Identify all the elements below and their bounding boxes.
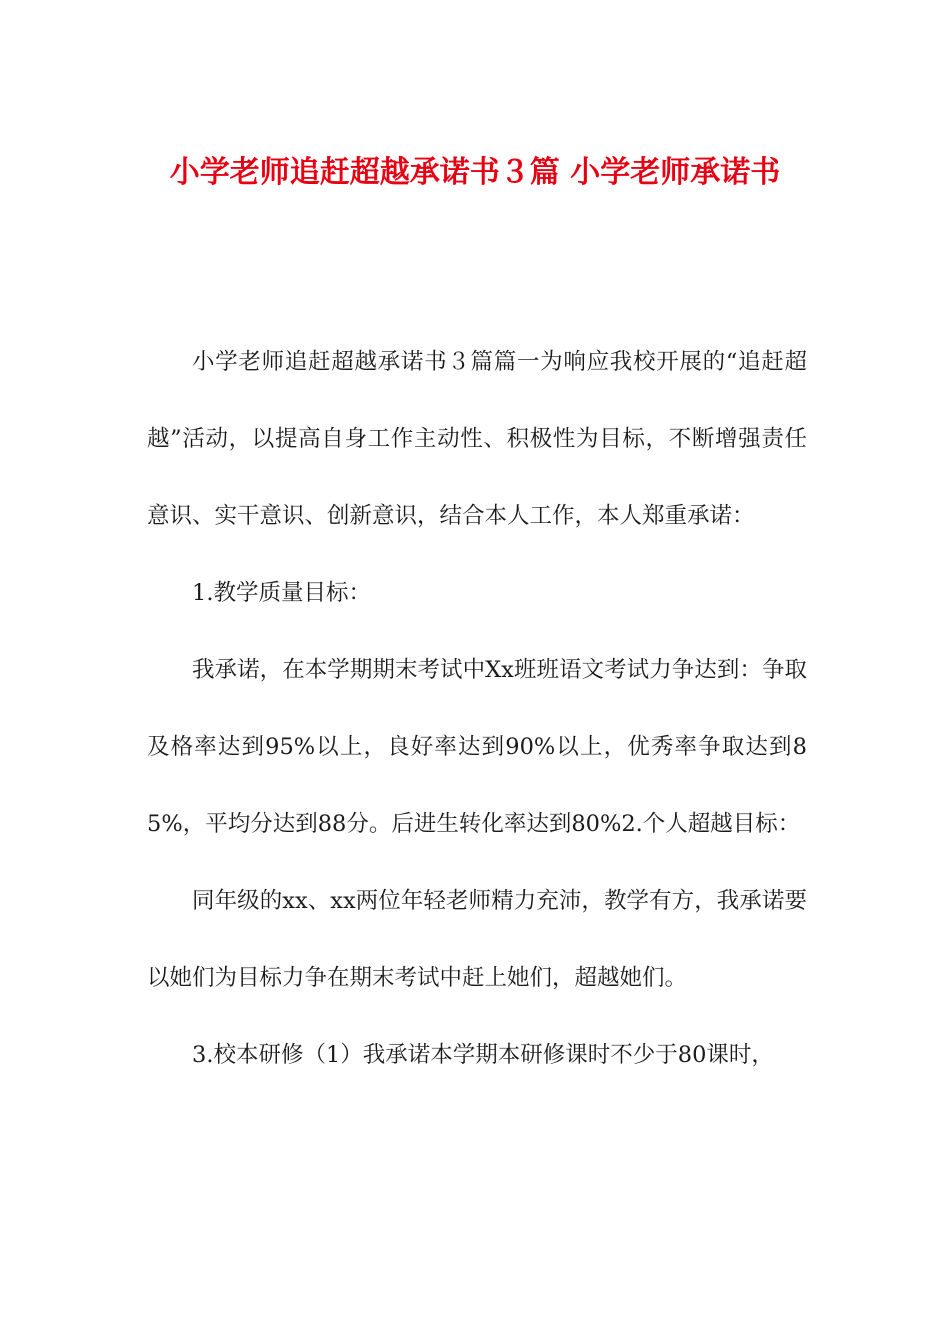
document-title: 小学老师追赶超越承诺书３篇 小学老师承诺书 (169, 155, 781, 190)
paragraph-teaching-quality-commitment: 我承诺，在本学期期末考试中Xx班班语文考试力争达到：争取及格率达到95%以上，良好率达到90%以上，优秀率争取达到85%，平均分达到88分。后进生转化率达到80%2.个人超越目标： (147, 657, 807, 837)
paragraph-school-training: 3.校本研修（1）我承诺本学期本研修课时不少于80课时， (192, 1042, 774, 1068)
document-body (147, 324, 807, 1094)
paragraph-intro: 小学老师追赶超越承诺书３篇篇一为响应我校开展的“追赶超越”活动，以提高自身工作主动性、积极性为目标，不断增强责任意识、实干意识、创新意识，结合本人工作，本人郑重承诺： (147, 349, 807, 529)
paragraph-teaching-quality-heading: 1.教学质量目标： (192, 580, 371, 606)
paragraph-personal-goal: 同年级的xx、xx两位年轻老师精力充沛，教学有方，我承诺要以她们为目标力争在期末考试中赶上她们，超越她们。 (147, 888, 807, 991)
